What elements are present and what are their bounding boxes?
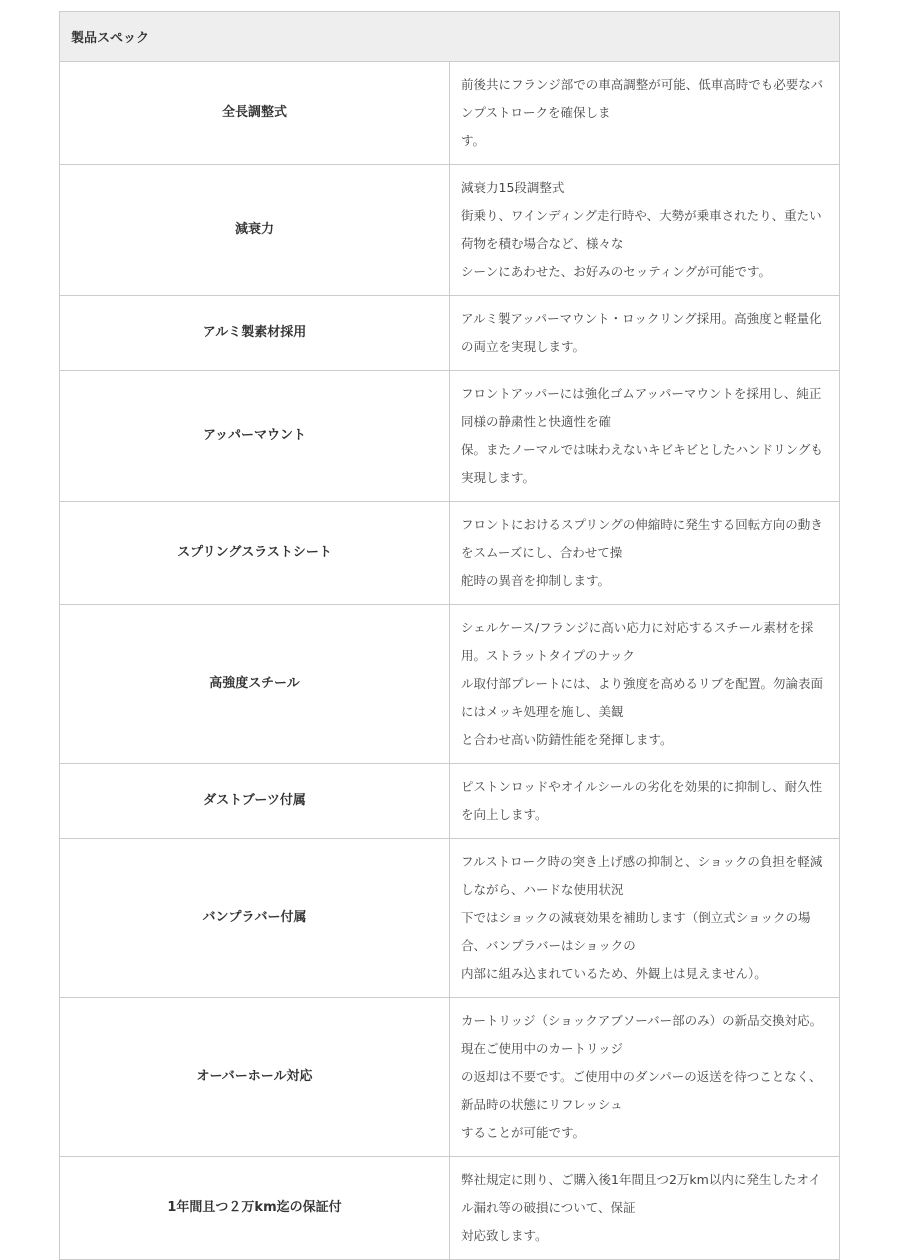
table-row (60, 165, 840, 296)
table-row (60, 62, 840, 165)
spec-description (450, 764, 840, 839)
spec-description-line: 舵時の異音を抑制します。 (461, 573, 611, 588)
spec-description-line: ピストンロッドやオイルシールの劣化を効果的に抑制し、耐久性を向上します。 (461, 779, 823, 822)
spec-description (450, 296, 840, 371)
spec-description (450, 605, 840, 764)
spec-description-line: カートリッジ（ショックアブソーバー部のみ）の新品交換対応。現在ご使用中のカートリッジ (461, 1013, 823, 1056)
spec-description-line: 街乗り、ワインディング走行時や、大勢が乗車されたり、重たい荷物を積む場合など、様々な (461, 208, 822, 251)
table-row (60, 1157, 840, 1260)
table-row (60, 764, 840, 839)
spec-table-body (60, 62, 840, 1260)
spec-description-line: 弊社規定に則り、ご購入後1年間且つ2万km以内に発生したオイル漏れ等の破損について、保証 (461, 1172, 821, 1215)
spec-description-line: することが可能です。 (461, 1125, 586, 1140)
spec-description (450, 1157, 840, 1260)
spec-description-line: フルストローク時の突き上げ感の抑制と、ショックの負担を軽減しながら、ハードな使用状況 (461, 854, 823, 897)
spec-label: アルミ製素材採用 (60, 296, 450, 371)
spec-description-line: 減衰力15段調整式 (461, 180, 565, 195)
spec-description-line: 内部に組み込まれているため、外観上は見えません）。 (461, 966, 767, 981)
spec-description-line: 前後共にフランジ部での車高調整が可能、低車高時でも必要なバンプストロークを確保しま (461, 77, 824, 120)
table-row (60, 839, 840, 998)
spec-description-line: フロントアッパーには強化ゴムアッパーマウントを採用し、純正同様の静粛性と快適性を確 (461, 386, 822, 429)
table-row (60, 371, 840, 502)
table-row (60, 998, 840, 1157)
spec-description-line: 保。またノーマルでは味わえないキビキビとしたハンドリングも実現します。 (461, 442, 823, 485)
spec-table (59, 11, 840, 1260)
spec-description (450, 371, 840, 502)
spec-label: 1年間且つ２万km迄の保証付 (60, 1157, 450, 1260)
spec-description (450, 839, 840, 998)
spec-description-line: と合わせ高い防錆性能を発揮します。 (461, 732, 673, 747)
spec-label: 全長調整式 (60, 62, 450, 165)
spec-description (450, 998, 840, 1157)
spec-description (450, 165, 840, 296)
spec-label: スプリングスラストシート (60, 502, 450, 605)
spec-description (450, 62, 840, 165)
spec-description-line: アルミ製アッパーマウント・ロックリング採用。高強度と軽量化の両立を実現します。 (461, 311, 822, 354)
spec-description-line: シェルケース/フランジに高い応力に対応するスチール素材を採用。ストラットタイプのナック (461, 620, 814, 663)
table-title: 製品スペック (60, 12, 840, 62)
spec-label: アッパーマウント (60, 371, 450, 502)
table-row (60, 605, 840, 764)
table-row (60, 296, 840, 371)
spec-label: ダストブーツ付属 (60, 764, 450, 839)
table-header-row (60, 12, 840, 62)
spec-label: 高強度スチール (60, 605, 450, 764)
spec-description-line: フロントにおけるスプリングの伸縮時に発生する回転方向の動きをスムーズにし、合わせて操 (461, 517, 823, 560)
spec-description-line: 対応致します。 (461, 1228, 548, 1243)
spec-description-line: ル取付部プレートには、より強度を高めるリブを配置。勿論表面にはメッキ処理を施し、美観 (461, 676, 824, 719)
spec-description-line: す。 (461, 133, 486, 148)
spec-description-line: シーンにあわせた、お好みのセッティングが可能です。 (461, 264, 772, 279)
table-row (60, 502, 840, 605)
spec-description-line: の返却は不要です。ご使用中のダンパーの返送を待つことなく、新品時の状態にリフレッシュ (461, 1069, 822, 1112)
spec-description-line: 下ではショックの減衰効果を補助します（倒立式ショックの場合、バンプラバーはショックの (461, 910, 811, 953)
spec-label: 減衰力 (60, 165, 450, 296)
spec-label: バンプラバー付属 (60, 839, 450, 998)
spec-description (450, 502, 840, 605)
spec-label: オーバーホール対応 (60, 998, 450, 1157)
